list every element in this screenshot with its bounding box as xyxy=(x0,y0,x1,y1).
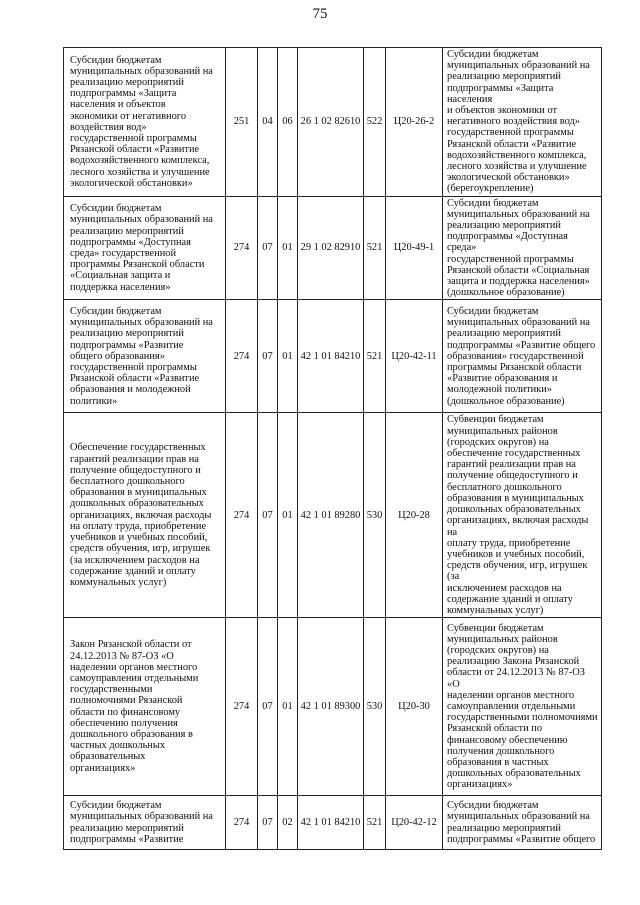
subsection-code: 01 xyxy=(278,618,298,796)
expense-type-code: 522 xyxy=(364,48,386,197)
expense-name: Обеспечение государственных гарантий реализации прав на получение общедоступного и бесплатного дошкольного образования в муниципальных дошкольных образовательных организациях, включая расходы на оплату труда, приобретение учебников и учебных пособий, средств обучения, игр, игрушек (за исключением расходов на содержание зданий и оплату коммунальных услуг) xyxy=(64,413,226,618)
section-code: 07 xyxy=(258,618,278,796)
page-number: 75 xyxy=(312,6,328,22)
expense-name: Субсидии бюджетам муниципальных образований на реализацию мероприятий подпрограммы «Доступная среда» государственной программы Рязанской области «Социальная защита и поддержка населения» xyxy=(64,196,226,300)
expense-name: Закон Рязанской области от 24.12.2013 № 87-ОЗ «О наделении органов местного самоуправления отдельными государственными полномочиями Рязанской области по финансовому обеспечению получения дошкольного образования в частных дошкольных образовательных организациях» xyxy=(64,618,226,796)
subsection-code: 01 xyxy=(278,300,298,413)
expense-type-code: 521 xyxy=(364,300,386,413)
expense-type-code: 530 xyxy=(364,618,386,796)
subsection-code: 01 xyxy=(278,413,298,618)
purpose-code: Ц20-28 xyxy=(386,413,443,618)
purpose-code: Ц20-26-2 xyxy=(386,48,443,197)
target-article-code: 29 1 02 82910 xyxy=(298,196,364,300)
table-row xyxy=(64,618,602,796)
ministry-code: 274 xyxy=(226,196,258,300)
target-article-code: 42 1 01 84210 xyxy=(298,300,364,413)
ministry-code: 274 xyxy=(226,413,258,618)
purpose-description: Субсидии бюджетам муниципальных образований на реализацию мероприятий подпрограммы «Защита населения и объектов экономики от негативного воздействия вод» государственной программы Рязанской области «Развитие водохозяйственного комплекса, лесного хозяйства и улучшение экологической обстановки» (берегоукрепление) xyxy=(443,48,602,197)
ministry-code: 251 xyxy=(226,48,258,197)
purpose-code: Ц20-42-12 xyxy=(386,796,443,850)
target-article-code: 42 1 01 89300 xyxy=(298,618,364,796)
expense-type-code: 521 xyxy=(364,796,386,850)
section-code: 07 xyxy=(258,796,278,850)
table-row xyxy=(64,796,602,850)
ministry-code: 274 xyxy=(226,300,258,413)
target-article-code: 26 1 02 82610 xyxy=(298,48,364,197)
subsection-code: 02 xyxy=(278,796,298,850)
expense-name: Субсидии бюджетам муниципальных образований на реализацию мероприятий подпрограммы «Развитие xyxy=(64,796,226,850)
budget-table xyxy=(63,47,602,850)
ministry-code: 274 xyxy=(226,618,258,796)
purpose-description: Субвенции бюджетам муниципальных районов (городских округов) на реализацию Закона Рязанской области от 24.12.2013 № 87-ОЗ «О наделении органов местного самоуправления отдельными государственными полномочиями Рязанской области по финансовому обеспечению получения дошкольного образования в частных дошкольных образовательных организациях» xyxy=(443,618,602,796)
expense-type-code: 530 xyxy=(364,413,386,618)
table-row xyxy=(64,300,602,413)
target-article-code: 42 1 01 84210 xyxy=(298,796,364,850)
table-row xyxy=(64,48,602,197)
purpose-description: Субсидии бюджетам муниципальных образований на реализацию мероприятий подпрограммы «Развитие общего образования» государственной программы Рязанской области «Развитие образования и молодежной политики» (дошкольное образование) xyxy=(443,300,602,413)
table-row xyxy=(64,413,602,618)
section-code: 07 xyxy=(258,300,278,413)
section-code: 07 xyxy=(258,413,278,618)
expense-name: Субсидии бюджетам муниципальных образований на реализацию мероприятий подпрограммы «Развитие общего образования» государственной программы Рязанской области «Развитие образования и молодежной политики» xyxy=(64,300,226,413)
purpose-description: Субсидии бюджетам муниципальных образований на реализацию мероприятий подпрограммы «Доступная среда» государственной программы Рязанской области «Социальная защита и поддержка населения» (дошкольное образование) xyxy=(443,196,602,300)
subsection-code: 01 xyxy=(278,196,298,300)
table-row xyxy=(64,196,602,300)
purpose-code: Ц20-42-11 xyxy=(386,300,443,413)
purpose-code: Ц20-49-1 xyxy=(386,196,443,300)
ministry-code: 274 xyxy=(226,796,258,850)
section-code: 04 xyxy=(258,48,278,197)
purpose-description: Субвенции бюджетам муниципальных районов (городских округов) на обеспечение государственных гарантий реализации прав на получение общедоступного и бесплатного дошкольного образования в муниципальных дошкольных образовательных организациях, включая расходы на оплату труда, приобретение учебников и учебных пособий, средств обучения, игр, игрушек (за исключением расходов на содержание зданий и оплату коммунальных услуг) xyxy=(443,413,602,618)
purpose-code: Ц20-30 xyxy=(386,618,443,796)
subsection-code: 06 xyxy=(278,48,298,197)
section-code: 07 xyxy=(258,196,278,300)
expense-type-code: 521 xyxy=(364,196,386,300)
expense-name: Субсидии бюджетам муниципальных образований на реализацию мероприятий подпрограммы «Защита населения и объектов экономики от негативного воздействия вод» государственной программы Рязанской области «Развитие водохозяйственного комплекса, лесного хозяйства и улучшение экологической обстановки» xyxy=(64,48,226,197)
purpose-description: Субсидии бюджетам муниципальных образований на реализацию мероприятий подпрограммы «Развитие общего xyxy=(443,796,602,850)
target-article-code: 42 1 01 89280 xyxy=(298,413,364,618)
